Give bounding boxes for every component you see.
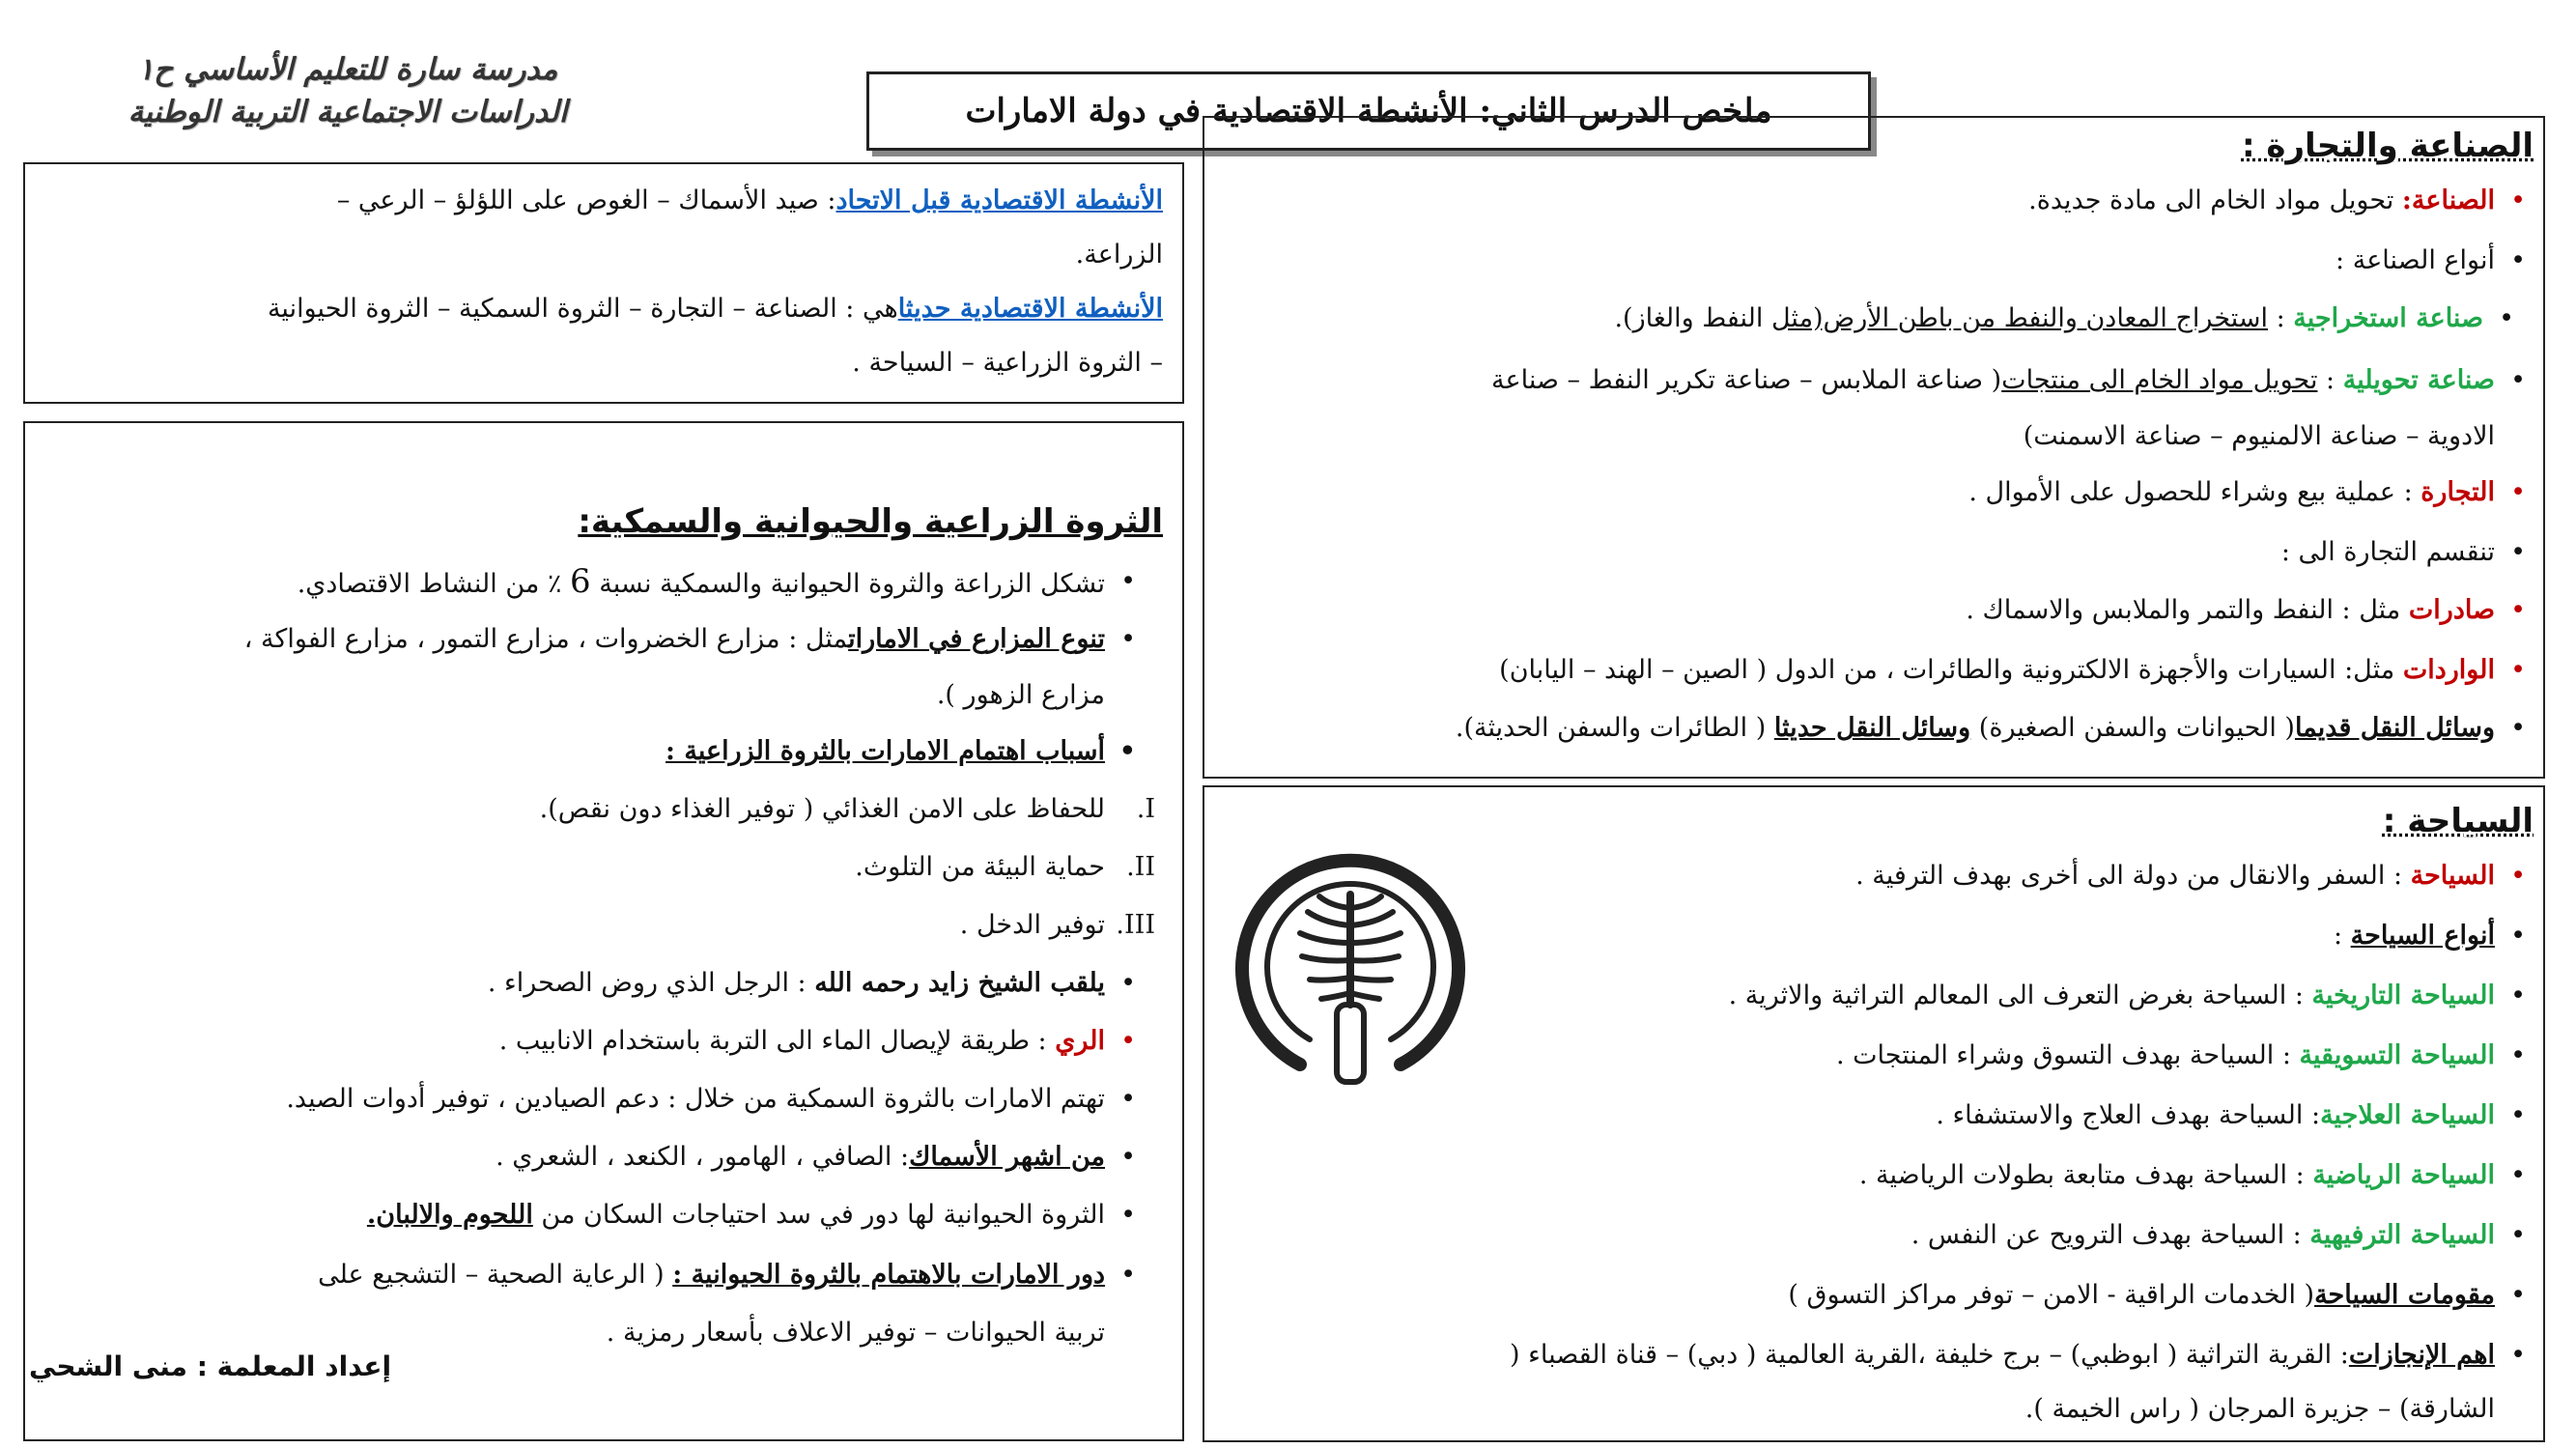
animal-role-cont: تربية الحيوانات – توفير الاعلاف بأسعار رمزية . [606, 1318, 1105, 1348]
reason-2: II. حماية البيئة من التلوث. [855, 852, 1155, 882]
tourism-achievements-cont: الشارقة) – جزيرة المرجان ( راس الخيمة ). [2024, 1394, 2495, 1424]
imports: • الواردات مثل: السيارات والأجهزة الالكترونية والطائرات ، من الدول ( الصين – الهند – اليابان) [1499, 651, 2495, 690]
school-name [77, 48, 618, 133]
tourism-type-leisure: • السياحة الترفيهية : السياحة بهدف الترويح عن النفس . [1911, 1216, 2495, 1255]
tourism-type-sports: • السياحة الرياضية : السياحة بهدف متابعة بطولات الرياضية . [1859, 1156, 2495, 1195]
activities-before-union: الأنشطة الاقتصادية قبل الاتحاد: صيد الأسماك – الغوص على اللؤلؤ – الرعي – [336, 185, 1163, 215]
wealth-share: • تشكل الزراعة والثروة الحيوانية والسمكية نسبة 6 ٪ من النشاط الاقتصادي. [297, 562, 1105, 604]
activities-modern-cont: – الثروة الزراعية – السياحة . [852, 348, 1163, 378]
extractive-industry: • صناعة استخراجية : استخراج المعادن والنفط من باطن الأرض(مثل النفط والغاز). [1614, 299, 2483, 338]
sheikh-zayed: • يلقب الشيخ زايد رحمه الله : الرجل الذي روض الصحراء . [488, 964, 1105, 1003]
farms-variety: • تنوع المزارع في الاماراتمثل : مزارع الخضروات ، مزارع التمور ، مزارع الفواكة ، [244, 620, 1105, 659]
wealth-panel [23, 421, 1184, 1441]
tourism-achievements: • اهم الإنجازات: القرية التراثية ( ابوظبي) – برج خليفة ،القرية العالمية ( دبي) – قناة القصباء ( [1510, 1336, 2495, 1375]
famous-fish: • من اشهر الأسماك: الصافي ، الهامور ، الكنعد ، الشعري . [495, 1138, 1105, 1177]
wealth-heading: الثروة الزراعية والحيوانية والسمكية: [578, 502, 1163, 541]
school-line-2: الدراسات الاجتماعية التربية الوطنية [127, 95, 568, 129]
transformative-industry-cont: الادوية – صناعة الالمنيوم – صناعة الاسمنت) [2023, 421, 2495, 451]
school-line-1: مدرسة سارة للتعليم الأساسي ح١ [137, 52, 558, 87]
tourism-heading: السياحة : [2382, 802, 2534, 840]
fish-support: • تهتم الامارات بالثروة السمكية من خلال : دعم الصيادين ، توفير أدوات الصيد. [286, 1080, 1105, 1119]
tourism-type-medical: • السياحة العلاجية: السياحة بهدف العلاج والاستشفاء . [1936, 1096, 2495, 1135]
transport: • وسائل النقل قديما( الحيوانات والسفن الصغيرة) وسائل النقل حديثا ( الطائرات والسفن الحديثة). [1456, 709, 2495, 748]
trade-definition: • التجارة : عملية بيع وشراء للحصول على الأموال . [1968, 473, 2495, 512]
industry-definition: • الصناعة: تحويل مواد الخام الى مادة جديدة. [2028, 182, 2495, 220]
reasons-heading: • أسباب اهتمام الامارات بالثروة الزراعية : [665, 732, 1105, 771]
industry-heading: الصناعة والتجارة : [2241, 127, 2534, 165]
reason-1: I. للحفاظ على الامن الغذائي ( توفير الغذاء دون نقص). [539, 794, 1155, 824]
industry-trade-panel [1203, 116, 2545, 779]
tourism-type-historical: • السياحة التاريخية : السياحة بغرض التعرف الى المعالم التراثية والاثرية . [1729, 977, 2495, 1015]
lesson-title: ملخص الدرس الثاني: الأنشطة الاقتصادية في دولة الامارات [965, 92, 1772, 130]
transformative-industry: • صناعة تحويلية : تحويل مواد الخام الى منتجات( صناعة الملابس – صناعة تكرير النفط – صناعة [1491, 361, 2495, 400]
industry-types-intro: • أنواع الصناعة : [2335, 242, 2495, 280]
author-credit: إعداد المعلمة : منى الشحي [29, 1350, 392, 1382]
animal-wealth: • الثروة الحيوانية لها دور في سد احتياجات السكان من اللحوم والالبان. [367, 1196, 1105, 1235]
economic-activities-panel [23, 162, 1184, 404]
activities-before-union-cont: الزراعة. [1075, 240, 1163, 270]
reason-3: III. توفير الدخل . [959, 910, 1155, 940]
exports: • صادرات مثل : النفط والتمر والملابس والاسماك . [1966, 591, 2495, 630]
palm-jumeirah-icon [1225, 850, 1476, 1101]
animal-role: • دور الامارات بالاهتمام بالثروة الحيوانية : ( الرعاية الصحية – التشجيع على [318, 1256, 1105, 1294]
trade-split: • تنقسم التجارة الى : [2281, 533, 2495, 572]
tourism-definition: • السياحة : السفر والانقال من دولة الى أخرى بهدف الترفية . [1855, 857, 2495, 895]
farms-variety-cont: مزارع الزهور ). [936, 680, 1105, 710]
irrigation: • الري : طريقة لإيصال الماء الى التربة باستخدام الانابيب . [499, 1022, 1105, 1061]
activities-modern: الأنشطة الاقتصادية حديثاهي : الصناعة – التجارة – الثروة السمكية – الثروة الحيوانية [267, 294, 1163, 324]
tourism-type-shopping: • السياحة التسويقية : السياحة بهدف التسوق وشراء المنتجات . [1836, 1037, 2495, 1075]
tourism-components: • مقومات السياحة( الخدمات الراقية - الامن – توفر مراكز التسوق ) [1788, 1276, 2495, 1315]
tourism-types-intro: • أنواع السياحة : [2334, 917, 2495, 955]
